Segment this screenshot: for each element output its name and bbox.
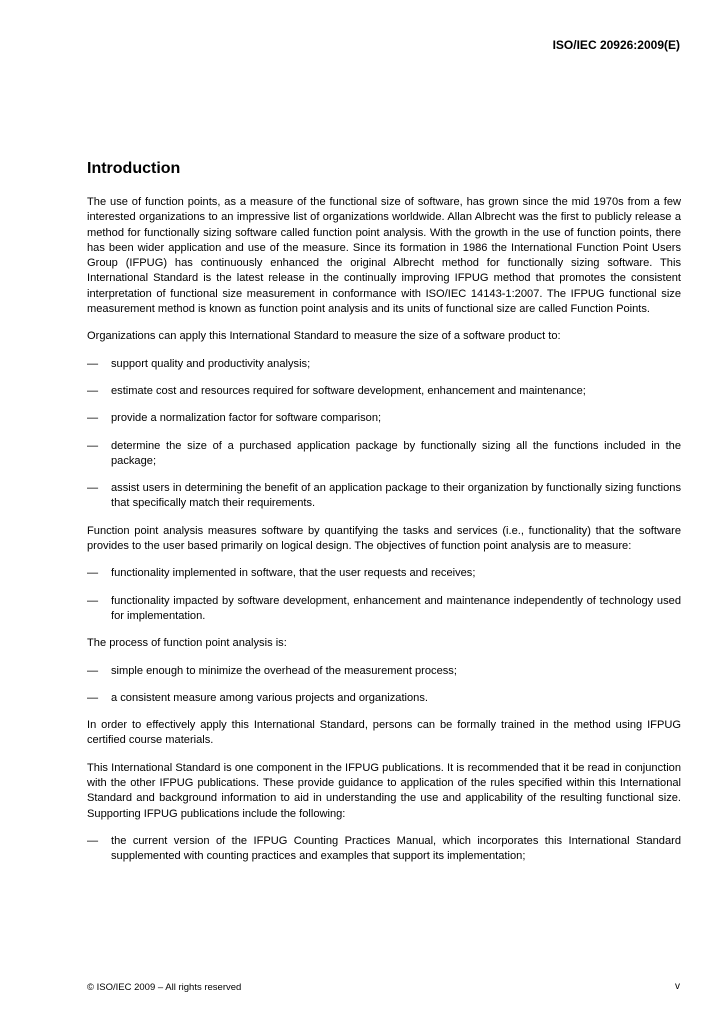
paragraph: The process of function point analysis is:: [87, 637, 287, 650]
document-body: [87, 195, 681, 877]
list-item-text: support quality and productivity analysis;: [111, 357, 311, 370]
list-item-text: simple enough to minimize the overhead of the measurement process;: [111, 664, 457, 677]
dash-bullet: —: [87, 594, 99, 607]
list-item-text: determine the size of a purchased application package by functionally sizing all the functions included in the package;: [111, 439, 681, 467]
dash-bullet: —: [87, 482, 99, 495]
list-item: [87, 411, 681, 426]
list-item: [87, 439, 681, 470]
dash-bullet: —: [87, 357, 99, 370]
page-number: v: [675, 981, 680, 992]
paragraph: Organizations can apply this International Standard to measure the size of a software product to:: [87, 330, 561, 343]
list-item: [87, 481, 681, 512]
document-id-header: ISO/IEC 20926:2009(E): [552, 38, 680, 52]
page-title: Introduction: [87, 160, 181, 177]
dash-list: [87, 834, 681, 865]
list-item-text: the current version of the IFPUG Counting Practices Manual, which incorporates this International Standard supplemented with counting practices and examples that support its implementation;: [111, 834, 681, 863]
dash-list: [87, 664, 681, 707]
paragraph: In order to effectively apply this International Standard, persons can be formally trained in the method using IFPUG certified course materials.: [87, 719, 681, 747]
paragraph: Function point analysis measures software by quantifying the tasks and services (i.e., functionality) that the software provides to the user based primarily on logical design. The objectives of function point analysis are to measure:: [87, 524, 681, 553]
list-item: [87, 357, 681, 372]
list-item: [87, 594, 681, 625]
dash-bullet: —: [87, 439, 99, 452]
list-item: [87, 834, 681, 865]
list-item: [87, 566, 681, 581]
paragraph: The use of function points, as a measure of the functional size of software, has grown since the mid 1970s from a few interested organizations to an impressive list of organizations worldwide. Allan Albrecht was the first to publicly release a method for functionally sizing software called function point analysis. With the growth in the use of function points, there has been wider application and use of the measure. Since its formation in 1986 the International Function Point Users Group (IFPUG) has continuously enhanced the original Albrecht method for functionally sizing software. This International Standard is the latest release in the continually improving IFPUG method that promotes the consistent interpretation of functional size measurement in conformance with ISO/IEC 14143-1:2007. The IFPUG functional size measurement method is known as function point analysis and its units of functional size are called Function Points.: [87, 196, 681, 316]
dash-bullet: —: [87, 691, 99, 704]
dash-bullet: —: [87, 412, 99, 425]
paragraph: This International Standard is one component in the IFPUG publications. It is recommended that it be read in conjunction with the other IFPUG publications. These provide guidance to application of the rules specified within this International Standard and background information to aid in understanding the use and applicability of the resulting functional size. Supporting IFPUG publications include the following:: [87, 761, 681, 820]
list-item: [87, 691, 681, 706]
dash-bullet: —: [87, 384, 99, 397]
list-item-text: functionality implemented in software, that the user requests and receives;: [111, 567, 476, 580]
dash-bullet: —: [87, 567, 99, 580]
list-item: [87, 384, 681, 399]
list-item-text: estimate cost and resources required for software development, enhancement and maintenance;: [111, 384, 586, 397]
list-item-text: a consistent measure among various projects and organizations.: [111, 691, 428, 704]
copyright-footer: © ISO/IEC 2009 – All rights reserved: [87, 982, 242, 993]
list-item-text: functionality impacted by software development, enhancement and maintenance independently of technology used for implementation.: [111, 594, 681, 622]
list-item: [87, 664, 681, 679]
dash-list: [87, 566, 681, 624]
dash-list: [87, 357, 681, 512]
list-item-text: provide a normalization factor for software comparison;: [111, 412, 382, 425]
list-item-text: assist users in determining the benefit of an application package to their organization by functionally sizing functions that specifically match their requirements.: [111, 482, 681, 510]
dash-bullet: —: [87, 834, 99, 847]
dash-bullet: —: [87, 664, 99, 677]
